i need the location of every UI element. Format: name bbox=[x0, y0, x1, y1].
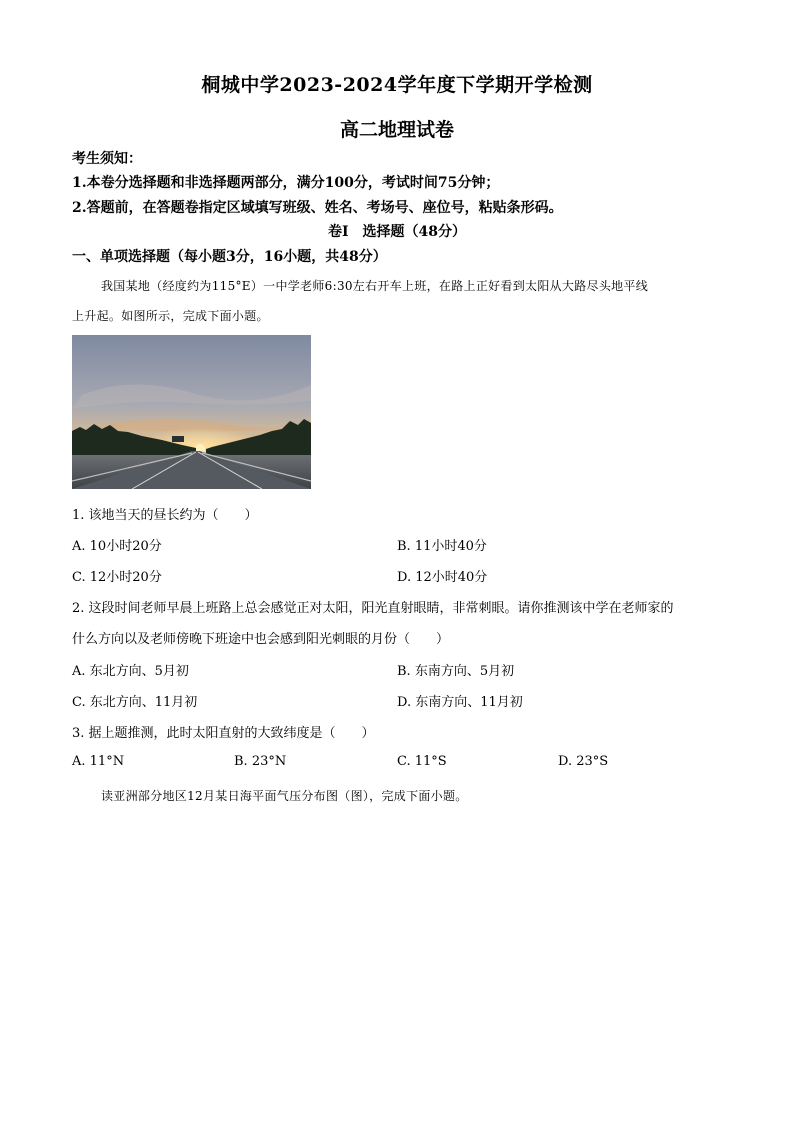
question-1-option-d[interactable]: D. 12小时40分 bbox=[397, 570, 488, 585]
notice-heading: 考生须知： bbox=[72, 151, 142, 167]
question-2-option-a[interactable]: A. 东北方向、5月初 bbox=[72, 664, 189, 679]
question-1-option-b[interactable]: B. 11小时40分 bbox=[397, 539, 487, 554]
passage2-line1: 读亚洲部分地区12月某日海平面气压分布图（图），完成下面小题。 bbox=[101, 789, 468, 803]
question-1-option-c[interactable]: C. 12小时20分 bbox=[72, 570, 162, 585]
part-heading: 一、单项选择题（每小题3分，16小题，共48分） bbox=[72, 249, 387, 265]
exam-subtitle: 高二地理试卷 bbox=[339, 119, 454, 141]
question-2-option-b[interactable]: B. 东南方向、5月初 bbox=[397, 664, 515, 679]
question-2-stem-line1: 2. 这段时间老师早晨上班路上总会感觉正对太阳，阳光直射眼睛，非常刺眼。请你推测该中学在老师家的 bbox=[72, 601, 674, 616]
question-3-option-d[interactable]: D. 23°S bbox=[558, 754, 609, 769]
exam-title: 桐城中学2023-2024学年度下学期开学检测 bbox=[201, 74, 593, 96]
question-2-option-d[interactable]: D. 东南方向、11月初 bbox=[397, 695, 523, 710]
question-3-stem: 3. 据上题推测，此时太阳直射的大致纬度是（ ） bbox=[72, 726, 375, 741]
question-1-option-a[interactable]: A. 10小时20分 bbox=[72, 539, 162, 554]
passage1-line2: 上升起。如图所示，完成下面小题。 bbox=[72, 309, 269, 323]
sunrise-road-photo bbox=[72, 335, 311, 489]
passage1-line1: 我国某地（经度约为115°E）一中学老师6:30左右开车上班，在路上正好看到太阳从大路尽头地平线 bbox=[101, 279, 649, 293]
notice-item-2: 2.答题前，在答题卷指定区域填写班级、姓名、考场号、座位号，粘贴条形码。 bbox=[72, 200, 563, 216]
question-3-option-b[interactable]: B. 23°N bbox=[234, 754, 287, 769]
question-3-option-c[interactable]: C. 11°S bbox=[397, 754, 447, 769]
question-3-option-a[interactable]: A. 11°N bbox=[72, 754, 125, 769]
question-1-stem: 1. 该地当天的昼长约为（ ） bbox=[72, 508, 258, 523]
question-2-stem-line2: 什么方向以及老师傍晚下班途中也会感到阳光刺眼的月份（ ） bbox=[72, 632, 450, 647]
volume-heading: 卷Ⅰ 选择题（48分） bbox=[327, 224, 467, 240]
sunrise-road-image bbox=[72, 335, 311, 489]
question-2-option-c[interactable]: C. 东北方向、11月初 bbox=[72, 695, 198, 710]
notice-item-1: 1.本卷分选择题和非选择题两部分，满分100分，考试时间75分钟； bbox=[72, 175, 500, 191]
